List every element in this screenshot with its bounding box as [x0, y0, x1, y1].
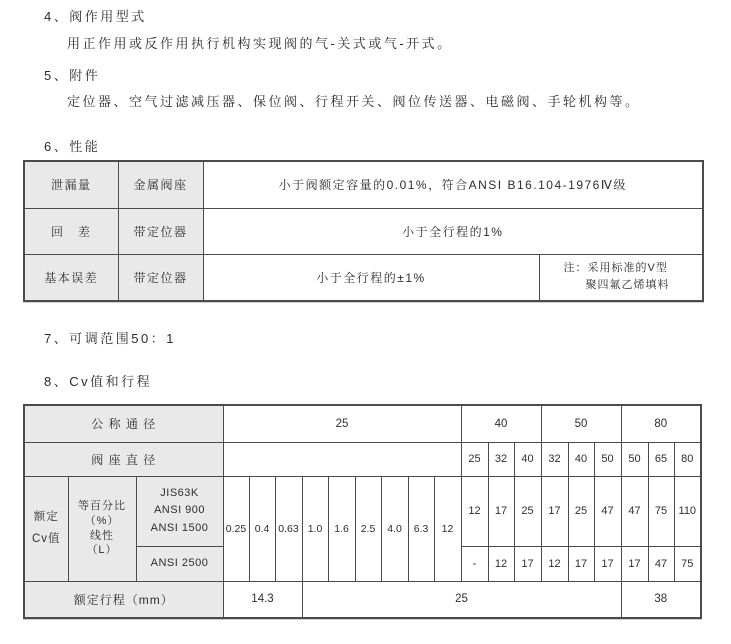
basic-error-label-cell: 基本误差 [24, 254, 118, 301]
cv-value-cell: 110 [674, 476, 701, 546]
hysteresis-value-cell: 小于全行程的1% [203, 208, 703, 254]
section-7-heading: 7、可调范围50：1 [44, 331, 176, 346]
leakage-label-cell: 泄漏量 [24, 161, 118, 208]
cv-value-cell: 17 [488, 476, 514, 546]
cv-value-cell: 2.5 [355, 476, 381, 581]
seat-cell: 65 [648, 442, 674, 476]
seat-cell: 50 [594, 442, 621, 476]
cv-value-cell: 75 [648, 476, 674, 546]
performance-table [23, 160, 704, 302]
flow-char-line1: 等百分比 [78, 499, 126, 512]
basic-error-value-cell: 小于全行程的±1% [203, 254, 539, 301]
seat-cell: 32 [541, 442, 568, 476]
seat-cell: 25 [461, 442, 488, 476]
cv-value-cell: 1.0 [302, 476, 328, 581]
dn-40-cell: 40 [461, 405, 541, 442]
with-positioner-label-cell: 带定位器 [118, 208, 203, 254]
packing-note-cell [539, 254, 703, 301]
flow-char-line3: 线性 [90, 529, 114, 542]
packing-note-line1: 注：采用标准的V型 [563, 262, 668, 275]
hysteresis-label-cell: 回 差 [24, 208, 118, 254]
flow-char-line2: （%） [84, 514, 120, 527]
dn-80-cell: 80 [621, 405, 701, 442]
performance-row-leakage [24, 161, 703, 208]
seat-dn25-empty-cell [223, 442, 461, 476]
pressure-class-jis63k: JIS63K [160, 486, 199, 499]
nominal-diameter-label-cell: 公 称 通 径 [24, 405, 223, 442]
rated-stroke-label-cell: 额定行程（mm） [24, 581, 223, 618]
cv-value-cell: 4.0 [381, 476, 408, 581]
rated-stroke-row [24, 581, 701, 618]
cv-value-cell: 17 [594, 546, 621, 581]
cv-value-cell: 47 [594, 476, 621, 546]
flow-characteristic-cell [68, 476, 136, 581]
dn-50-cell: 50 [541, 405, 621, 442]
cv-value-cell: 75 [674, 546, 701, 581]
seat-diameter-row [24, 442, 701, 476]
cv-value-cell: 12 [488, 546, 514, 581]
performance-row-hysteresis [24, 208, 703, 254]
dn-25-cell: 25 [223, 405, 461, 442]
seat-cell: 32 [488, 442, 514, 476]
rated-cv-label-cell [24, 476, 68, 581]
cv-value-cell: 25 [514, 476, 541, 546]
cv-value-cell: 17 [541, 476, 568, 546]
cv-value-cell: 1.6 [328, 476, 355, 581]
section-4-heading: 4、阀作用型式 [44, 9, 147, 24]
cv-value-cell: 12 [541, 546, 568, 581]
section-5-body: 定位器、空气过滤减压器、保位阀、行程开关、阀位传送器、电磁阀、手轮机构等。 [67, 94, 641, 109]
pressure-class-ansi900: ANSI 900 [153, 504, 206, 517]
cv-value-cell: 0.63 [275, 476, 302, 581]
seat-cell: 40 [514, 442, 541, 476]
cv-value-cell: 6.3 [408, 476, 434, 581]
section-6-heading: 6、性能 [44, 139, 101, 154]
with-positioner-label-cell-2: 带定位器 [118, 254, 203, 301]
stroke-value-cell: 14.3 [223, 581, 302, 618]
cv-value-cell: 17 [514, 546, 541, 581]
stroke-value-cell: 38 [621, 581, 701, 618]
leakage-value-cell: 小于阀额定容量的0.01%，符合ANSI B16.104-1976Ⅳ级 [203, 161, 703, 208]
cv-value-cell: 0.25 [223, 476, 249, 581]
cv-value-cell: 47 [648, 546, 674, 581]
cv-row-high-pressure [24, 476, 701, 546]
metal-seat-label-cell: 金属阀座 [118, 161, 203, 208]
pressure-class-a-cell [136, 476, 223, 546]
seat-cell: 80 [674, 442, 701, 476]
cv-value-cell: 25 [568, 476, 594, 546]
cv-value-cell: 47 [621, 476, 648, 546]
performance-row-basic-error [24, 254, 703, 301]
cv-value-cell: 0.4 [249, 476, 275, 581]
rated-cv-line1: 额定 [33, 510, 59, 523]
packing-note-line2: 聚四氟乙烯填料 [585, 279, 670, 292]
cv-value-cell: 12 [434, 476, 461, 581]
cv-stroke-table [23, 404, 702, 619]
nominal-diameter-row [24, 405, 701, 442]
cv-value-cell: 17 [621, 546, 648, 581]
seat-cell: 50 [621, 442, 648, 476]
stroke-value-cell: 25 [302, 581, 621, 618]
seat-diameter-label-cell: 阀 座 直 径 [24, 442, 223, 476]
section-5-heading: 5、附件 [44, 68, 101, 83]
section-4-body: 用正作用或反作用执行机构实现阀的气-关式或气-开式。 [67, 36, 453, 51]
flow-char-line4: （L） [86, 544, 118, 557]
cv-value-cell: - [461, 546, 488, 581]
pressure-class-b-cell: ANSI 2500 [136, 546, 223, 581]
rated-cv-line2: Cv值 [31, 532, 61, 545]
pressure-class-ansi1500: ANSI 1500 [150, 521, 209, 534]
section-8-heading: 8、Cv值和行程 [44, 374, 153, 389]
seat-cell: 40 [568, 442, 594, 476]
cv-value-cell: 17 [568, 546, 594, 581]
cv-value-cell: 12 [461, 476, 488, 546]
